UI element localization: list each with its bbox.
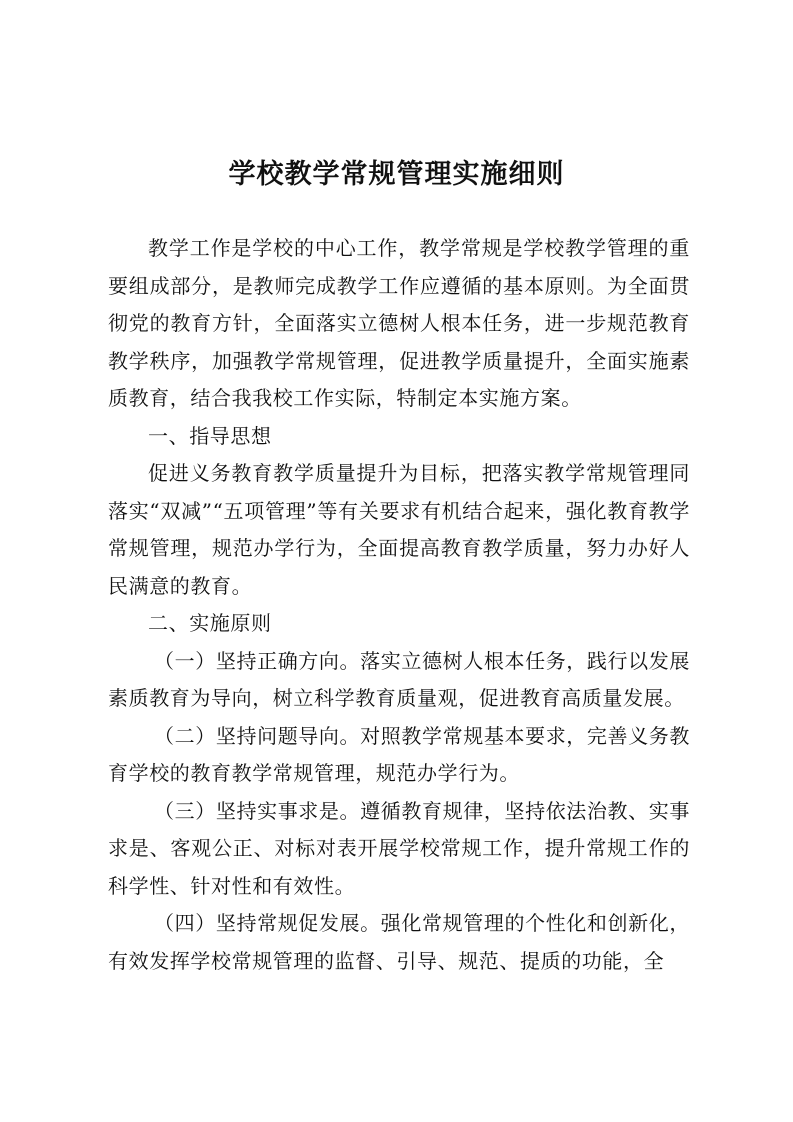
document-body: [108, 230, 690, 980]
section-heading-guiding-ideology: 一、指导思想: [148, 423, 272, 448]
principle-item-3: （三）坚持实事求是。遵循教育规律，坚持依法治教、实事求是、客观公正、对标对表开展学校常规工作，提升常规工作的科学性、针对性和有效性。: [108, 798, 690, 898]
section-heading-principles: 二、实施原则: [148, 611, 272, 635]
guiding-ideology-paragraph: 促进义务教育教学质量提升为目标，把落实教学常规管理同落实“双减”“五项管理”等有关要求有机结合起来，强化教育教学常规管理，规范办学行为，全面提高教育教学质量，努力办好人民满意的教育。: [108, 461, 690, 598]
principle-item-4: （四）坚持常规促发展。强化常规管理的个性化和创新化，有效发挥学校常规管理的监督、引导、规范、提质的功能，全: [108, 911, 690, 973]
principle-item-1: （一）坚持正确方向。落实立德树人根本任务，践行以发展素质教育为导向，树立科学教育质量观，促进教育高质量发展。: [108, 648, 690, 710]
intro-paragraph: 教学工作是学校的中心工作，教学常规是学校教学管理的重要组成部分，是教师完成教学工作应遵循的基本原则。为全面贯彻党的教育方针，全面落实立德树人根本任务，进一步规范教育教学秩序，加强教学常规管理，促进教学质量提升，全面实施素质教育，结合我我校工作实际，特制定本实施方案。: [108, 236, 690, 410]
document-title: 学校教学常规管理实施细则: [228, 159, 565, 190]
principle-item-2: （二）坚持问题导向。对照教学常规基本要求，完善义务教育学校的教育教学常规管理，规范办学行为。: [108, 723, 690, 785]
